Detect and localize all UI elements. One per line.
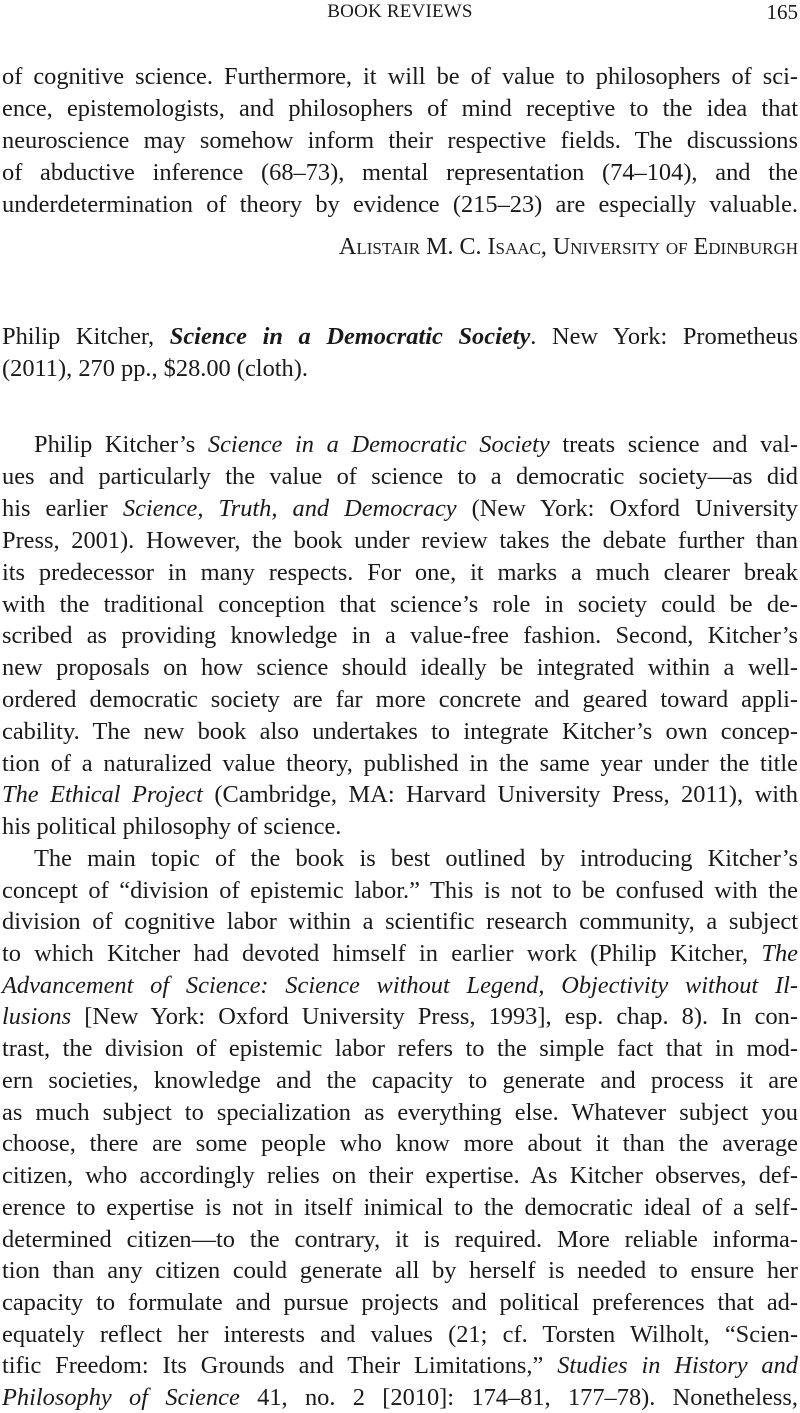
text-span: [New York: Oxford University Press, 1993], esp. chap. 8). In con- — [71, 1003, 798, 1030]
text-line — [2, 939, 798, 969]
text-line: The main topic of the book is best outlined by introducing Kitcher’s — [34, 845, 798, 872]
text-span: his earlier — [2, 495, 123, 522]
text-line: trast, the division of epistemic labor refers to the simple fact that in mod- — [2, 1035, 798, 1062]
text-line: ordered democratic society are far more concrete and geared toward appli- — [2, 686, 798, 713]
reviewer-signature: Alistair M. C. Isaac, University of Edinburgh — [339, 234, 798, 260]
text-line: new proposals on how science should ideally be integrated within a well- — [2, 654, 798, 681]
text-line — [34, 430, 798, 460]
running-head-title: BOOK REVIEWS — [327, 1, 473, 22]
italic-title: The Ethical Project — [2, 781, 203, 808]
citation-line-2: (2011), 270 pp., $28.00 (cloth). — [2, 355, 308, 382]
text-line — [2, 1351, 798, 1381]
text-line: equately reflect her interests and values (21; cf. Torsten Wilholt, “Scien- — [2, 1321, 798, 1348]
text-span: to which Kitcher had devoted himself in earlier work (Philip Kitcher, — [2, 940, 762, 967]
text-line: cability. The new book also undertakes to integrate Kitcher’s own concep- — [2, 718, 798, 745]
text-line: with the traditional conception that science’s role in society could be de- — [2, 591, 798, 618]
text-line: ues and particularly the value of science to a democratic society—as did — [2, 463, 798, 490]
text-line — [2, 971, 798, 1001]
italic-title: Advancement of Science: Science without Legend, Objectivity without Il- — [2, 972, 798, 999]
text-line: his political philosophy of science. — [2, 813, 342, 840]
text-line — [2, 780, 798, 810]
italic-title: Studies in History and — [557, 1352, 798, 1379]
text-line: underdetermination of theory by evidence (215–23) are especially valuable. — [2, 191, 798, 218]
text-line — [2, 494, 798, 524]
text-span: treats science and val- — [549, 431, 798, 458]
text-line: erence to expertise is not in itself inimical to the democratic ideal of a self- — [2, 1194, 798, 1221]
text-line: scribed as providing knowledge in a value-free fashion. Second, Kitcher’s — [2, 622, 798, 649]
text-line: tion of a naturalized value theory, published in the same year under the title — [2, 750, 798, 777]
italic-title: Science, Truth, and Democracy — [122, 495, 457, 522]
text-line — [2, 1002, 798, 1032]
text-span: (New York: Oxford University — [456, 495, 799, 522]
text-line: citizen, who accordingly relies on their expertise. As Kitcher observes, def- — [2, 1162, 798, 1189]
text-line: choose, there are some people who know more about it than the average — [2, 1130, 798, 1157]
italic-title: The — [761, 940, 798, 967]
text-line: division of cognitive labor within a scientific research community, a subject — [2, 908, 798, 935]
text-line: neuroscience may somehow inform their respective fields. The discussions — [2, 127, 798, 154]
text-span: Philip Kitcher’s — [34, 431, 208, 458]
running-head — [0, 0, 800, 26]
text-line: concept of “division of epistemic labor.” This is not to be confused with the — [2, 877, 798, 904]
text-span: (Cambridge, MA: Harvard University Press, 2011), with — [202, 781, 798, 808]
text-line: capacity to formulate and pursue projects and political preferences that ad- — [2, 1289, 798, 1316]
book-author: Philip Kitcher, — [2, 323, 170, 350]
text-span: 41, no. 2 [2010]: 174–81, 177–78). Nonetheless, — [239, 1384, 798, 1411]
page-number: 165 — [766, 0, 798, 24]
italic-title: Philosophy of Science — [2, 1384, 240, 1411]
citation-line-1 — [2, 322, 798, 352]
text-line: tion than any citizen could generate all by herself is needed to ensure her — [2, 1257, 798, 1284]
italic-title: lusions — [2, 1003, 72, 1030]
text-line: of abductive inference (68–73), mental representation (74–104), and the — [2, 159, 798, 186]
italic-title: Science in a Democratic Society — [207, 431, 550, 458]
citation-publisher: . New York: Prometheus — [530, 323, 798, 350]
text-line: as much subject to specialization as everything else. Whatever subject you — [2, 1099, 798, 1126]
text-line: ence, epistemologists, and philosophers of mind receptive to the idea that — [2, 95, 798, 122]
text-span: tific Freedom: Its Grounds and Their Limitations,” — [2, 1352, 558, 1379]
text-line: its predecessor in many respects. For one, it marks a much clearer break — [2, 559, 798, 586]
book-title: Science in a Democratic Society — [169, 323, 531, 350]
text-line: determined citizen—to the contrary, it is required. More reliable informa- — [2, 1226, 798, 1253]
text-line: Press, 2001). However, the book under review takes the debate further than — [2, 527, 798, 554]
text-line — [2, 1383, 798, 1413]
text-line: of cognitive science. Furthermore, it will be of value to philosophers of sci- — [2, 63, 798, 90]
text-line: ern societies, knowledge and the capacity to generate and process it are — [2, 1067, 798, 1094]
